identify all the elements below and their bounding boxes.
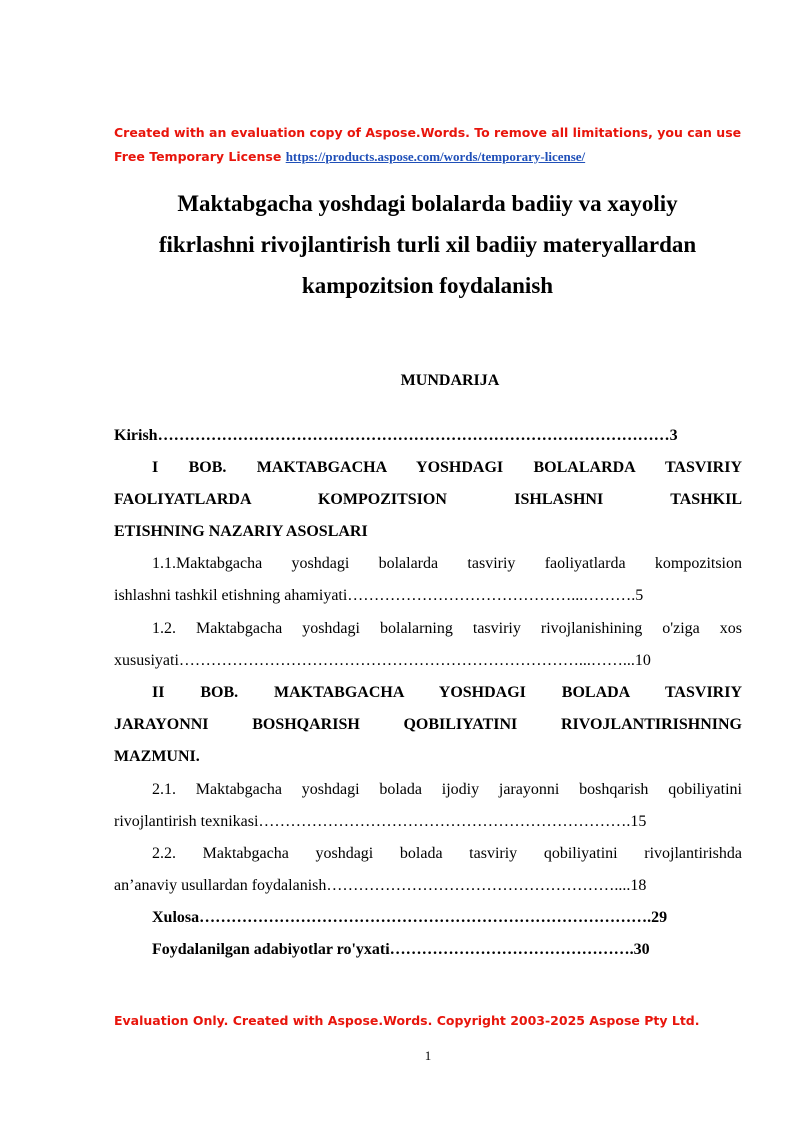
toc-chapter-1-line-3: ETISHNING NAZARIY ASOSLARI	[114, 523, 368, 540]
toc-chapter-2-line-2: JARAYONNI BOSHQARISH QOBILIYATINI RIVOJLANTIRISHNING	[114, 716, 742, 733]
toc-chapter-1-line-2: FAOLIYATLARDA KOMPOZITSION ISHLASHNI TASHKIL	[114, 491, 742, 508]
evaluation-footer: Evaluation Only. Created with Aspose.Words. Copyright 2003-2025 Aspose Pty Ltd.	[114, 1013, 700, 1028]
toc-chapter-2-line-1: II BOB. MAKTABGACHA YOSHDAGI BOLADA TASVIRIY	[152, 684, 742, 701]
toc-entry-kirish: Kirish……………………………………………………………………………………3	[114, 427, 678, 444]
toc-section-1-1-line-2: ishlashni tashkil etishning ahamiyati……………………………………...……….5	[114, 587, 644, 604]
evaluation-notice-line2	[114, 149, 585, 165]
toc-entry-references: Foydalanilgan adabiyotlar ro'yxati……………………………………….30	[152, 941, 650, 958]
toc-section-2-1-line-2: rivojlantirish texnikasi…………………………………………………………….15	[114, 813, 647, 830]
title-line-3: kampozitsion foydalanish	[301, 273, 554, 298]
page-number: 1	[424, 1048, 432, 1063]
toc-heading: MUNDARIJA	[400, 372, 500, 389]
toc-section-1-1-line-1: 1.1.Maktabgacha yoshdagi bolalarda tasviriy faoliyatlarda kompozitsion	[152, 555, 742, 572]
evaluation-notice: Created with an evaluation copy of Aspose.Words. To remove all limitations, you can use	[114, 125, 742, 140]
toc-section-1-2-line-2: xususiyati…………………………………………………………………...……...10	[114, 652, 651, 669]
license-link[interactable]: https://products.aspose.com/words/temporary-license/	[285, 149, 586, 164]
toc-chapter-1-line-1: I BOB. MAKTABGACHA YOSHDAGI BOLALARDA TASVIRIY	[152, 459, 742, 476]
toc-chapter-2-line-3: MAZMUNI.	[114, 748, 200, 765]
title-line-1: Maktabgacha yoshdagi bolalarda badiiy va xayoliy	[177, 191, 678, 216]
toc-section-1-2-line-1: 1.2. Maktabgacha yoshdagi bolalarning tasviriy rivojlanishining o'ziga xos	[152, 620, 742, 637]
toc-entry-xulosa: Xulosa………………………………………………………………………….29	[152, 909, 668, 926]
toc-section-2-2-line-2: an’anaviy usullardan foydalanish………………………………………………....18	[114, 877, 647, 894]
toc-section-2-1-line-1: 2.1. Maktabgacha yoshdagi bolada ijodiy jarayonni boshqarish qobiliyatini	[152, 781, 742, 798]
document-title	[100, 183, 755, 306]
title-line-2: fikrlashni rivojlantirish turli xil badiiy materyallardan	[158, 232, 697, 257]
toc-section-2-2-line-1: 2.2. Maktabgacha yoshdagi bolada tasviriy qobiliyatini rivojlantirishda	[152, 845, 742, 862]
license-label: Free Temporary License	[114, 149, 286, 164]
